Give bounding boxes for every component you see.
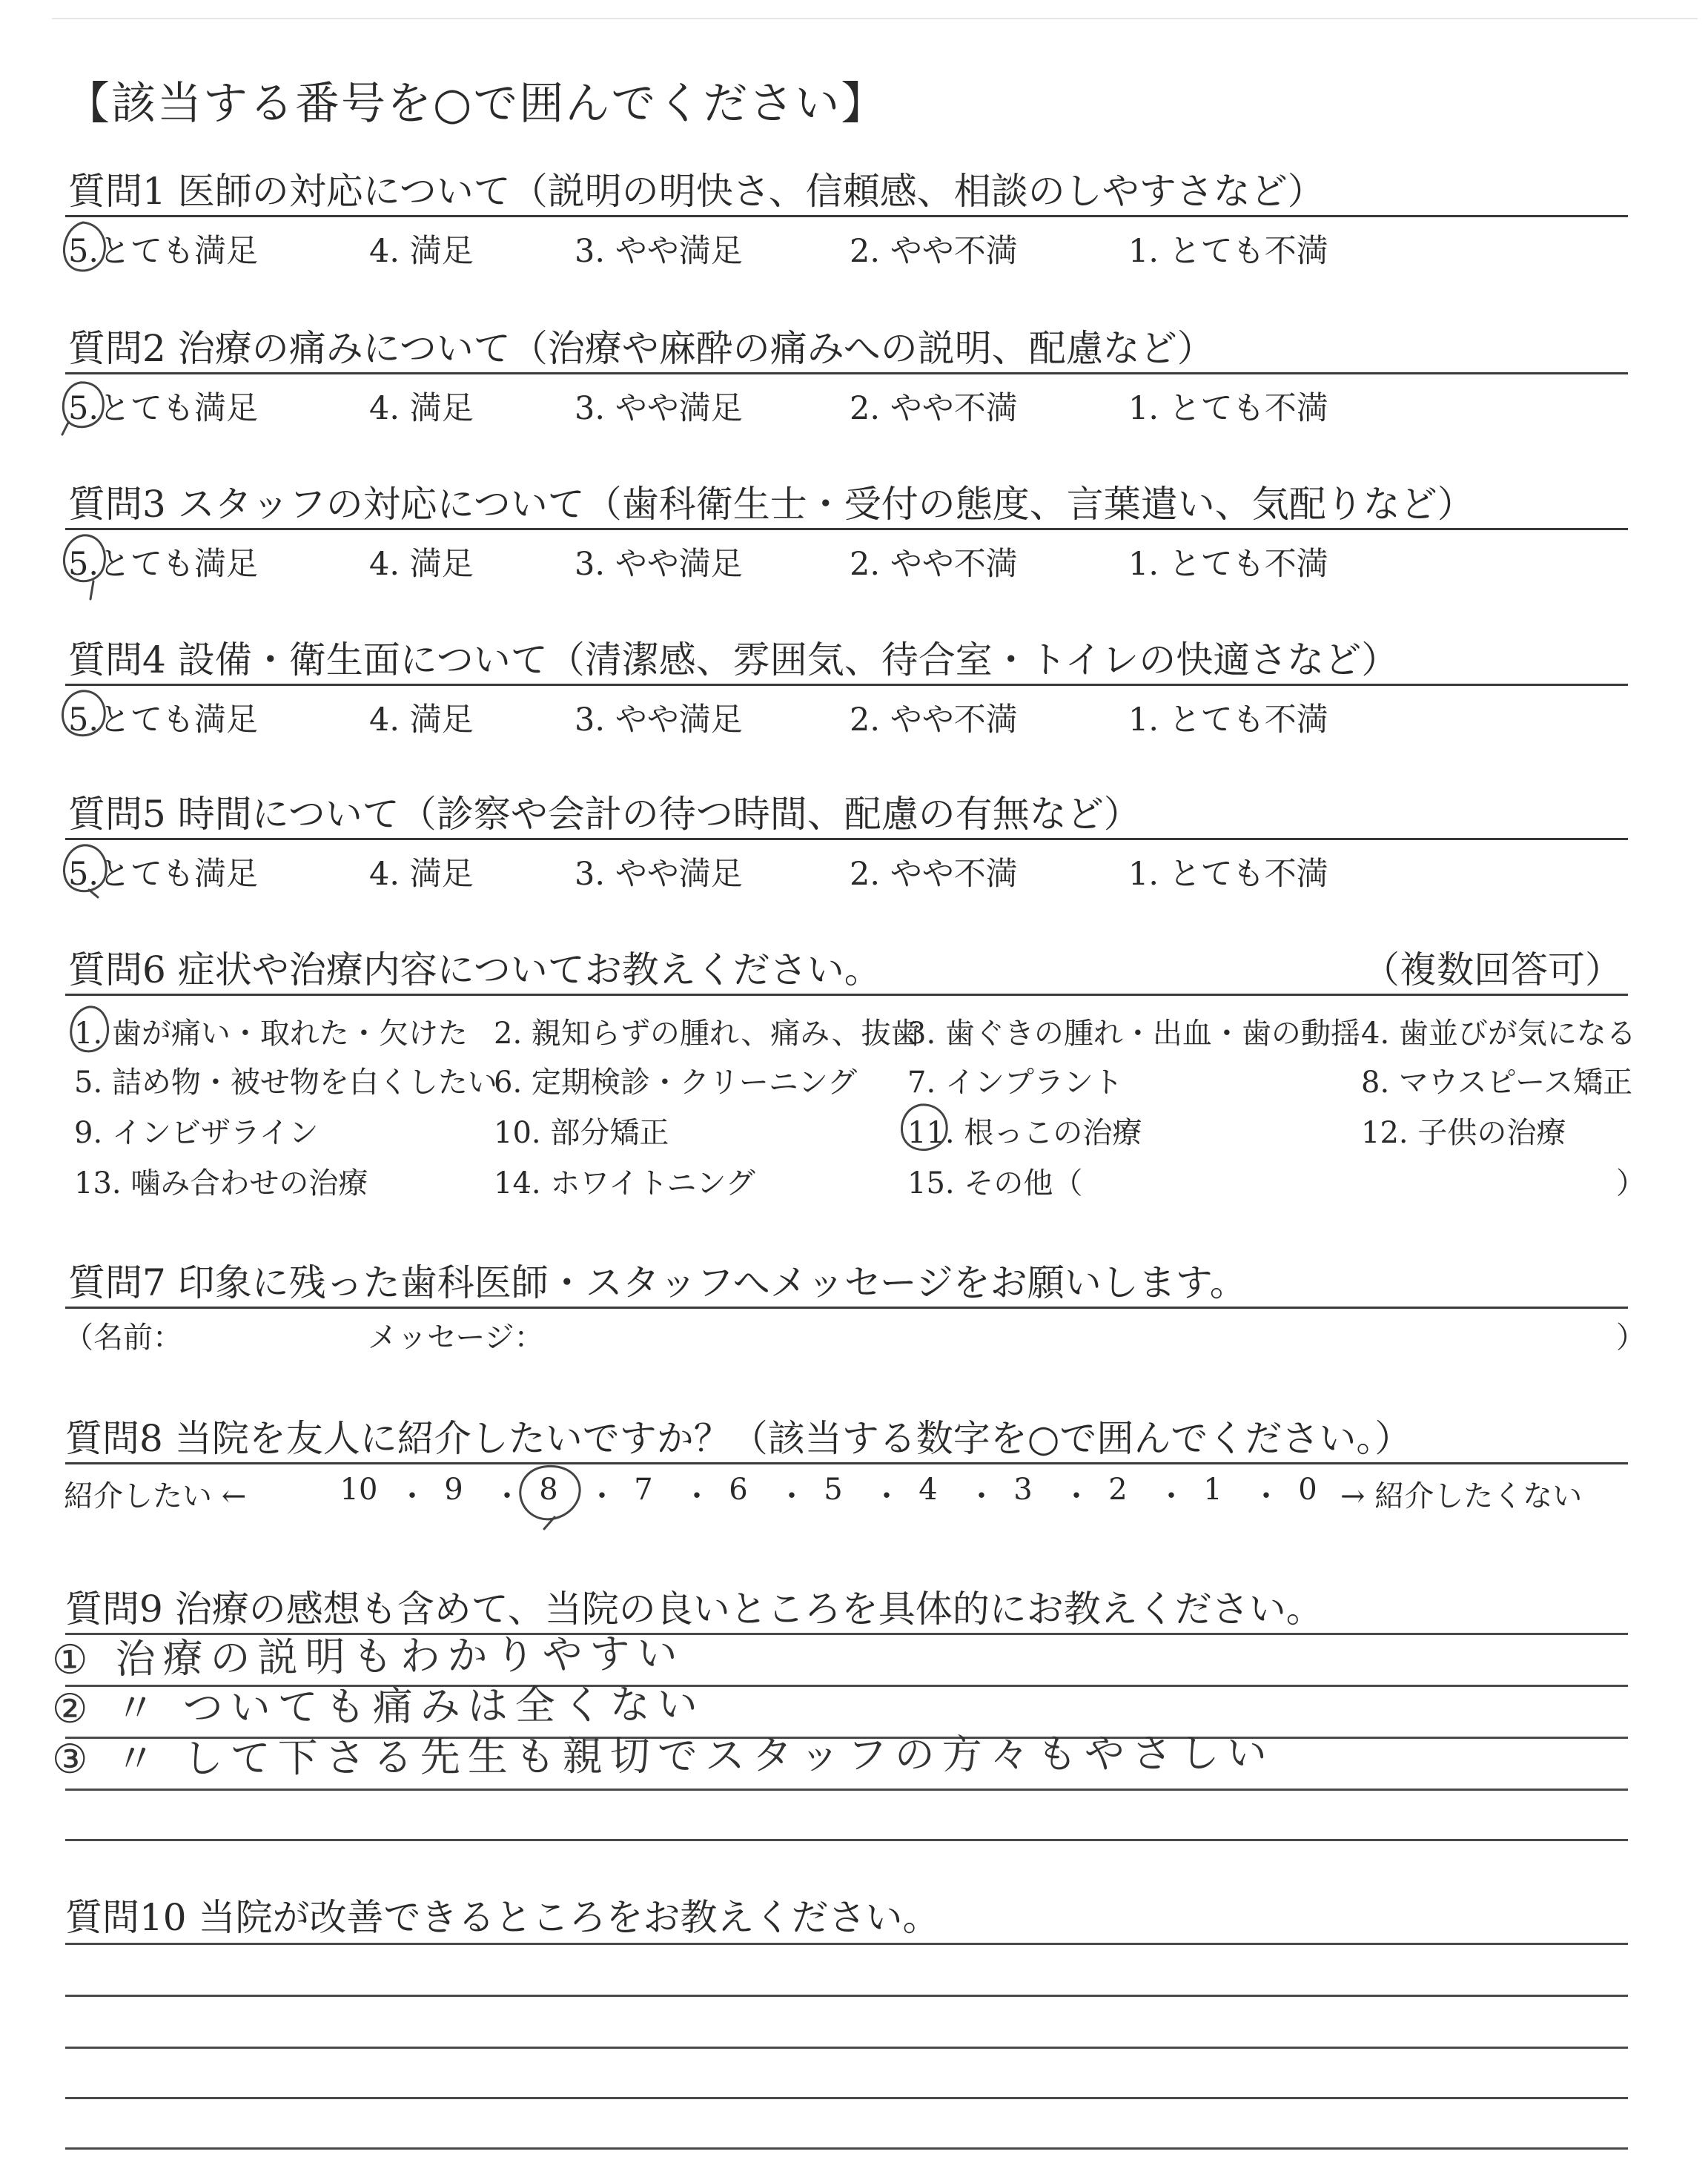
q5-option-3[interactable]: 3. やや満足 <box>575 856 743 893</box>
question-2-title: 質問2 治療の痛みについて（治療や麻酔の痛みへの説明、配慮など） <box>68 327 1214 370</box>
q3-option-3[interactable]: 3. やや満足 <box>575 546 743 583</box>
q6-item-3[interactable]: 3. 歯ぐきの腫れ・出血・歯の動揺 <box>907 1017 1360 1051</box>
q8-scale-value[interactable]: 0 <box>1298 1473 1317 1507</box>
q6-item-6[interactable]: 6. 定期検診・クリーニング <box>494 1066 858 1100</box>
q8-scale-separator: ・ <box>1062 1479 1091 1513</box>
question-8-title: 質問8 当院を友人に紹介したいですか？（該当する数字を○で囲んでください。） <box>65 1417 1412 1460</box>
q1-option-2[interactable]: 2. やや不満 <box>850 233 1018 270</box>
q5-option-2[interactable]: 2. やや不満 <box>850 856 1018 893</box>
q2-option-2[interactable]: 2. やや不満 <box>850 390 1018 427</box>
q6-item-1[interactable]: 1. 歯が痛い・取れた・欠けた <box>74 1017 468 1051</box>
question-8-rule <box>65 1462 1628 1464</box>
question-6-rule <box>65 994 1628 996</box>
q8-right-label: → 紹介したくない <box>1340 1479 1583 1513</box>
q4-option-5[interactable]: 5.とても満足 <box>68 701 259 739</box>
q6-item-15[interactable]: 15. その他（ <box>907 1166 1083 1200</box>
q4-option-1[interactable]: 1. とても不満 <box>1128 701 1328 739</box>
question-7-rule <box>65 1307 1628 1309</box>
question-1-title: 質問1 医師の対応について（説明の明快さ、信頼感、相談のしやすさなど） <box>68 170 1325 213</box>
q6-item-15-close: ） <box>1616 1166 1646 1200</box>
q3-option-1[interactable]: 1. とても不満 <box>1128 546 1328 583</box>
q6-item-5[interactable]: 5. 詰め物・被せ物を白くしたい <box>74 1066 497 1100</box>
q4-option-2[interactable]: 2. やや不満 <box>850 701 1018 739</box>
q8-scale-value[interactable]: 1 <box>1203 1473 1222 1507</box>
q2-option-5[interactable]: 5.とても満足 <box>68 390 259 427</box>
question-5-rule <box>65 838 1628 840</box>
q2-option-4[interactable]: 4. 満足 <box>369 390 474 427</box>
q6-item-8[interactable]: 8. マウスピース矯正 <box>1361 1066 1633 1100</box>
q10-line-3 <box>65 2047 1628 2049</box>
question-6-note: （複数回答可） <box>1363 948 1622 991</box>
question-5-title: 質問5 時間について（診察や会計の待つ時間、配慮の有無など） <box>68 793 1141 836</box>
q8-scale-separator: ・ <box>872 1479 901 1513</box>
q2-option-1[interactable]: 1. とても不満 <box>1128 390 1328 427</box>
q1-option-1[interactable]: 1. とても不満 <box>1128 233 1328 270</box>
q8-scale-value[interactable]: 3 <box>1013 1473 1033 1507</box>
q8-scale-value[interactable]: 6 <box>729 1473 748 1507</box>
question-6-title: 質問6 症状や治療内容についてお教えください。 <box>68 948 881 991</box>
q6-item-12[interactable]: 12. 子供の治療 <box>1361 1116 1566 1150</box>
q5-option-4[interactable]: 4. 満足 <box>369 856 474 893</box>
q8-scale-separator: ・ <box>587 1479 617 1513</box>
q1-option-4[interactable]: 4. 満足 <box>369 233 474 270</box>
question-9-title: 質問9 治療の感想も含めて、当院の良いところを具体的にお教えください。 <box>65 1588 1323 1631</box>
q8-scale-value[interactable]: 7 <box>634 1473 653 1507</box>
question-4-rule <box>65 684 1628 686</box>
q6-item-7[interactable]: 7. インプラント <box>907 1066 1123 1100</box>
q4-option-4[interactable]: 4. 満足 <box>369 701 474 739</box>
q3-option-5[interactable]: 5.とても満足 <box>68 546 259 583</box>
q8-scale-separator: ・ <box>777 1479 807 1513</box>
q8-scale-value[interactable]: 2 <box>1108 1473 1128 1507</box>
q9-answer-1[interactable]: ① 治療の説明もわかりやすい <box>51 1630 685 1683</box>
q6-item-13[interactable]: 13. 噛み合わせの治療 <box>74 1166 368 1200</box>
page-top-edge <box>52 18 1698 19</box>
q1-option-3[interactable]: 3. やや満足 <box>575 233 743 270</box>
q10-line-4 <box>65 2097 1628 2099</box>
question-1-rule <box>65 215 1628 217</box>
question-10-title: 質問10 当院が改善できるところをお教えください。 <box>65 1896 940 1939</box>
question-3-rule <box>65 528 1628 530</box>
q9-answer-3[interactable]: ③ 〃 して下さる先生も親切でスタッフの方々もやさしい <box>51 1729 1274 1783</box>
q9-line-4 <box>65 1789 1628 1791</box>
q3-option-2[interactable]: 2. やや不満 <box>850 546 1018 583</box>
q2-option-3[interactable]: 3. やや満足 <box>575 390 743 427</box>
q6-item-14[interactable]: 14. ホワイトニング <box>494 1166 755 1200</box>
q8-scale-separator: ・ <box>1156 1479 1186 1513</box>
q8-scale-separator: ・ <box>967 1479 996 1513</box>
q7-name-label[interactable]: （名前： <box>64 1321 182 1355</box>
instruction-heading: 【該当する番号を○で囲んでください】 <box>65 78 887 130</box>
q7-message-label[interactable]: メッセージ： <box>368 1321 544 1355</box>
q8-scale-value[interactable]: 10 <box>340 1473 378 1507</box>
question-3-title: 質問3 スタッフの対応について（歯科衛生士・受付の態度、言葉遣い、気配りなど） <box>68 483 1474 526</box>
q8-scale-separator: ・ <box>397 1479 427 1513</box>
q5-option-1[interactable]: 1. とても不満 <box>1128 856 1328 893</box>
q8-scale-separator: ・ <box>492 1479 522 1513</box>
q8-scale-value[interactable]: 4 <box>918 1473 938 1507</box>
question-7-title: 質問7 印象に残った歯科医師・スタッフへメッセージをお願いします。 <box>68 1261 1247 1304</box>
q8-scale-separator: ・ <box>682 1479 712 1513</box>
q6-item-2[interactable]: 2. 親知らずの腫れ、痛み、抜歯 <box>494 1017 921 1051</box>
q10-line-2 <box>65 1995 1628 1997</box>
q7-close-paren: ） <box>1616 1321 1646 1355</box>
q6-item-4[interactable]: 4. 歯並びが気になる <box>1361 1017 1636 1051</box>
q5-option-5[interactable]: 5.とても満足 <box>68 856 259 893</box>
q4-option-3[interactable]: 3. やや満足 <box>575 701 743 739</box>
q3-option-4[interactable]: 4. 満足 <box>369 546 474 583</box>
q6-item-10[interactable]: 10. 部分矯正 <box>494 1116 669 1150</box>
q9-line-5 <box>65 1839 1628 1841</box>
q8-scale-separator: ・ <box>1251 1479 1281 1513</box>
q10-line-1 <box>65 1943 1628 1945</box>
q6-item-11[interactable]: 11. 根っこの治療 <box>907 1116 1142 1150</box>
question-4-title: 質問4 設備・衛生面について（清潔感、雰囲気、待合室・トイレの快適さなど） <box>68 638 1399 681</box>
q8-scale-value[interactable]: 8 <box>539 1473 558 1507</box>
q1-option-5[interactable]: 5.とても満足 <box>68 233 259 270</box>
q8-scale-value[interactable]: 9 <box>444 1473 463 1507</box>
q10-line-5 <box>65 2147 1628 2150</box>
question-2-rule <box>65 372 1628 374</box>
q8-left-label: 紹介したい ← <box>64 1479 247 1513</box>
q9-answer-2[interactable]: ② 〃 ついても痛みは全くない <box>51 1680 705 1732</box>
q6-item-9[interactable]: 9. インビザライン <box>74 1116 319 1150</box>
q8-scale-value[interactable]: 5 <box>824 1473 843 1507</box>
